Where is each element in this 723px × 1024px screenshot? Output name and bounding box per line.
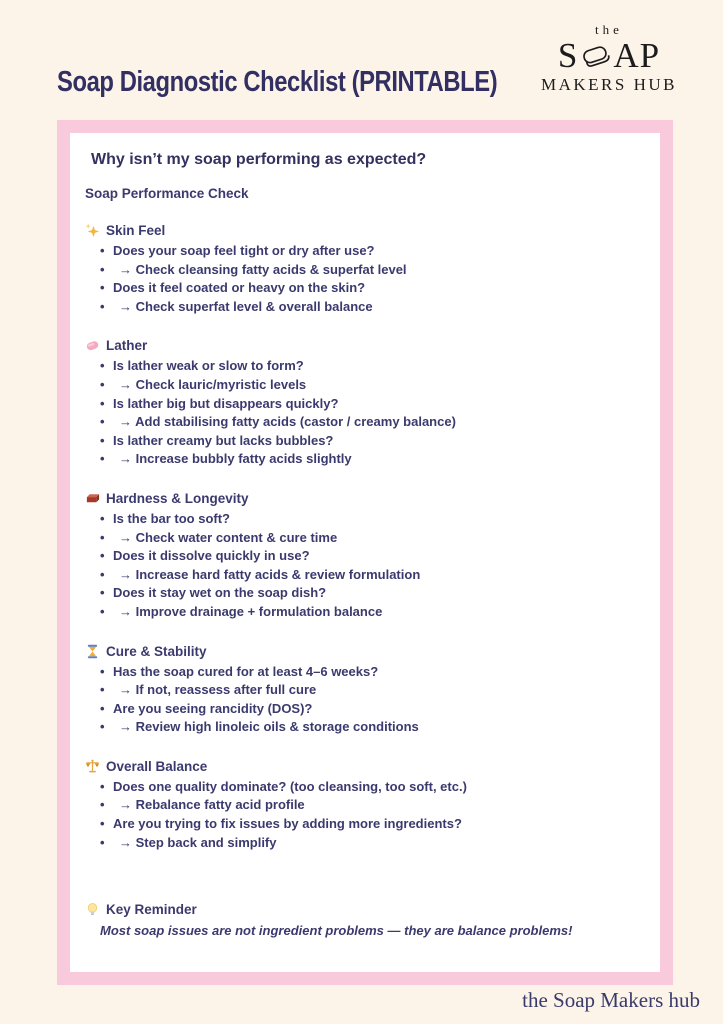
sparkles-icon: [85, 223, 100, 238]
section-cure-stability: [85, 642, 642, 737]
section-overall-balance: [85, 757, 642, 852]
section-heading: [85, 757, 642, 776]
checklist-item: • Are you seeing rancidity (DOS)?: [100, 700, 642, 719]
checklist-subheading: Soap Performance Check: [85, 186, 249, 201]
checklist-item: • → Rebalance fatty acid profile: [100, 796, 642, 815]
checklist-item: • → Check lauric/myristic levels: [100, 376, 642, 395]
section-heading: [85, 642, 642, 661]
checklist-item: • Does one quality dominate? (too cleansing, too soft, etc.): [100, 778, 642, 797]
section-title: Overall Balance: [106, 758, 208, 774]
checklist-item: • → Increase hard fatty acids & review formulation: [100, 566, 642, 585]
section-items: [100, 357, 642, 469]
section-items: [100, 242, 642, 316]
checklist-item: • Does your soap feel tight or dry after use?: [100, 242, 642, 261]
brand-logo: [520, 22, 698, 95]
checklist-item: • → Increase bubbly fatty acids slightly: [100, 450, 642, 469]
lightbulb-icon: [85, 902, 100, 917]
checklist-item: • Is lather big but disappears quickly?: [100, 395, 642, 414]
section-title: Key Reminder: [106, 902, 197, 918]
section-heading: [85, 336, 642, 355]
checklist-item: • Has the soap cured for at least 4–6 weeks?: [100, 663, 642, 682]
checklist-item: • → Review high linoleic oils & storage conditions: [100, 718, 642, 737]
page-title: Soap Diagnostic Checklist (PRINTABLE): [57, 66, 498, 98]
section-hardness-longevity: [85, 489, 642, 622]
section-items: [100, 778, 642, 852]
section-heading: [85, 221, 642, 240]
checklist-card: [57, 120, 673, 985]
section-heading: [85, 900, 642, 919]
section-items: [100, 510, 642, 622]
section-lather: [85, 336, 642, 469]
section-heading: [85, 489, 642, 508]
soap-bar-outline-icon: [579, 43, 612, 70]
checklist-item: • Does it stay wet on the soap dish?: [100, 584, 642, 603]
checklist-item: • Is lather weak or slow to form?: [100, 357, 642, 376]
section-items: [100, 663, 642, 737]
logo-letters-ap: AP: [613, 36, 661, 75]
checklist-item: • → If not, reassess after full cure: [100, 681, 642, 700]
checklist-item: • Are you trying to fix issues by adding more ingredients?: [100, 815, 642, 834]
footer-brand: the Soap Makers hub: [522, 988, 700, 1012]
logo-letter-s: S: [557, 36, 579, 75]
checklist-item: • → Improve drainage + formulation balance: [100, 603, 642, 622]
checklist-item: • → Check superfat level & overall balance: [100, 298, 642, 317]
checklist-item: • → Check water content & cure time: [100, 529, 642, 548]
section-title: Skin Feel: [106, 223, 166, 238]
section-skin-feel: [85, 221, 642, 316]
key-reminder-text: Most soap issues are not ingredient problems — they are balance problems!: [100, 923, 573, 939]
logo-makers-hub: MAKERS HUB: [541, 75, 677, 94]
checklist-heading: Why isn’t my soap performing as expected?: [91, 151, 427, 168]
hourglass-icon: [85, 644, 100, 659]
logo-wordmark: [520, 38, 698, 74]
checklist-item: • Does it dissolve quickly in use?: [100, 547, 642, 566]
scales-icon: [85, 759, 100, 774]
logo-the: the: [595, 22, 623, 37]
section-title: Lather: [106, 338, 148, 354]
checklist-item: • → Step back and simplify: [100, 834, 642, 853]
checklist-item: • Is lather creamy but lacks bubbles?: [100, 432, 642, 451]
section-key-reminder: [85, 900, 642, 940]
checklist-item: • Does it feel coated or heavy on the skin?: [100, 279, 642, 298]
brick-icon: [85, 491, 100, 506]
soap-icon: [85, 338, 100, 353]
checklist-item: • Is the bar too soft?: [100, 510, 642, 529]
checklist-item: • → Add stabilising fatty acids (castor / creamy balance): [100, 413, 642, 432]
checklist-item: • → Check cleansing fatty acids & superfat level: [100, 261, 642, 280]
section-title: Hardness & Longevity: [106, 490, 249, 506]
section-title: Cure & Stability: [106, 643, 207, 659]
